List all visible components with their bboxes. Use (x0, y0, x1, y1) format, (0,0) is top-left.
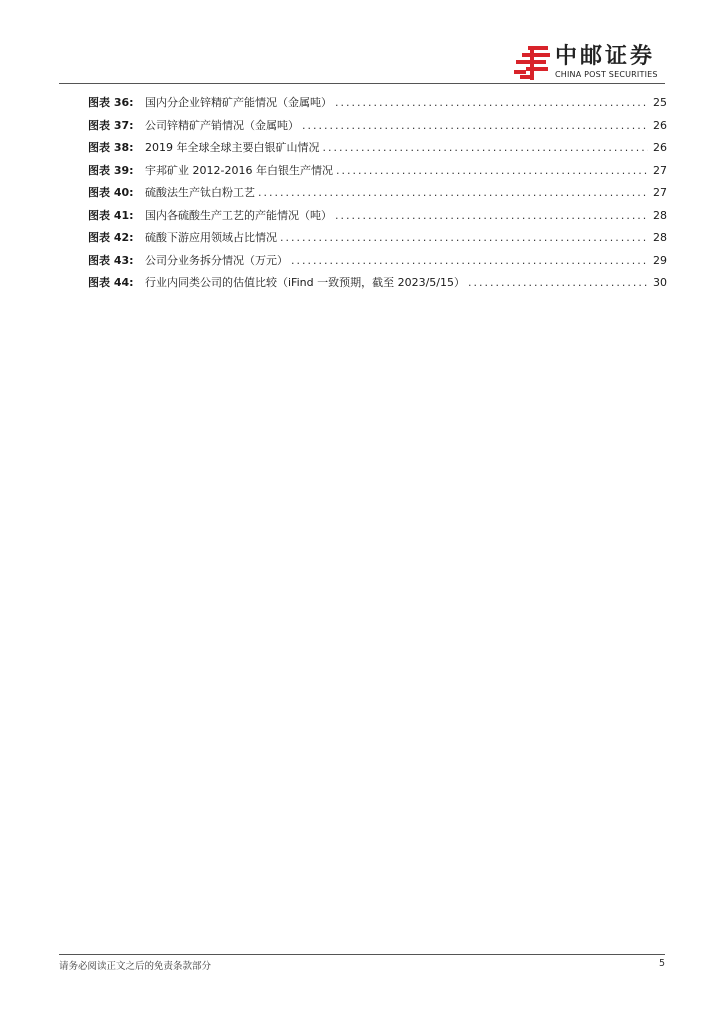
toc-entry-page: 27 (653, 163, 667, 177)
figure-index-list (88, 92, 667, 295)
toc-entry-page: 25 (653, 96, 667, 109)
toc-leader-dots (280, 227, 648, 250)
toc-entry[interactable] (88, 160, 667, 183)
toc-entry-page: 30 (653, 276, 667, 289)
company-logo (512, 44, 672, 84)
toc-entry[interactable] (88, 182, 667, 205)
toc-entry-label: 图表 44: (88, 276, 134, 289)
toc-leader-dots (323, 137, 649, 160)
page-number: 5 (658, 958, 665, 969)
toc-entry-label: 图表 43: (88, 253, 134, 267)
footer-disclaimer: 请务必阅读正文之后的免责条款部分 (59, 961, 212, 972)
toc-entry-label: 图表 38: (88, 141, 134, 154)
toc-leader-dots (335, 205, 648, 228)
toc-entry-title: 硫酸法生产钛白粉工艺 (145, 186, 255, 199)
toc-entry[interactable] (88, 92, 667, 115)
toc-entry-title: 宇邦矿业 2012-2016 年白银生产情况 (145, 163, 333, 177)
toc-entry-title: 2019 年全球全球主要白银矿山情况 (145, 141, 320, 154)
toc-leader-dots (336, 160, 648, 183)
toc-leader-dots (302, 115, 648, 138)
china-post-logo-icon (512, 44, 552, 82)
toc-entry-title: 公司锌精矿产销情况（金属吨） (145, 118, 299, 132)
toc-entry[interactable] (88, 115, 667, 138)
toc-entry-title: 国内各硫酸生产工艺的产能情况（吨） (145, 208, 332, 222)
toc-entry-label: 图表 41: (88, 208, 134, 222)
toc-entry[interactable] (88, 250, 667, 273)
toc-entry-label: 图表 36: (88, 96, 134, 109)
toc-entry[interactable] (88, 205, 667, 228)
toc-entry-page: 27 (653, 186, 667, 199)
toc-entry-page: 29 (653, 253, 667, 267)
header-divider (59, 83, 665, 84)
toc-entry-label: 图表 39: (88, 163, 134, 177)
toc-entry-page: 28 (653, 208, 667, 222)
toc-entry-title: 硫酸下游应用领域占比情况 (145, 231, 277, 244)
toc-entry-page: 26 (653, 141, 667, 154)
toc-leader-dots (258, 182, 648, 205)
toc-entry-page: 28 (653, 231, 667, 244)
toc-entry[interactable] (88, 272, 667, 295)
footer-divider (59, 954, 665, 955)
logo-chinese-name: 中邮证券 (555, 44, 656, 69)
toc-entry[interactable] (88, 227, 667, 250)
toc-entry-title: 公司分业务拆分情况（万元） (145, 253, 288, 267)
toc-entry-title: 行业内同类公司的估值比较（iFind 一致预期，截至 2023/5/15） (145, 276, 465, 289)
toc-entry-page: 26 (653, 118, 667, 132)
toc-leader-dots (468, 272, 648, 295)
toc-entry-label: 图表 37: (88, 118, 134, 132)
toc-entry-title: 国内分企业锌精矿产能情况（金属吨） (145, 96, 332, 109)
logo-english-name: CHINA POST SECURITIES (555, 70, 658, 79)
toc-leader-dots (335, 92, 648, 115)
toc-entry[interactable] (88, 137, 667, 160)
toc-entry-label: 图表 40: (88, 186, 134, 199)
toc-leader-dots (291, 250, 648, 273)
toc-entry-label: 图表 42: (88, 231, 134, 244)
